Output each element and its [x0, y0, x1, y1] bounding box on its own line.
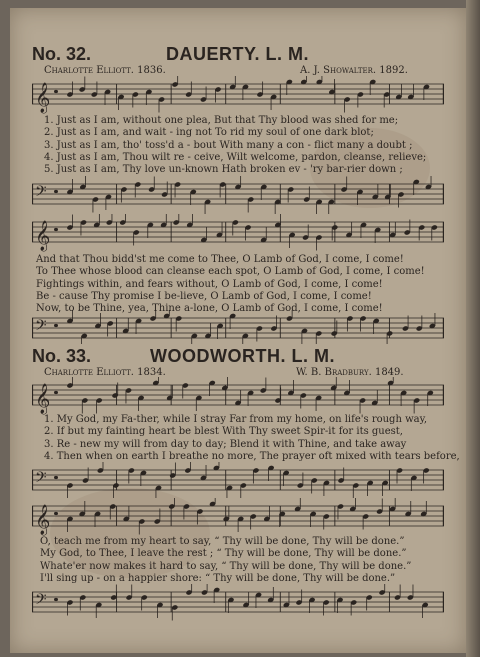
- verse-line: 3. Re - new my will from day to day; Blend it with Thine, and take away: [44, 438, 407, 450]
- music-staff-bass: [32, 176, 444, 214]
- hymn-tune-title: WOODWORTH. L. M.: [150, 346, 335, 366]
- verse-block: [44, 115, 426, 176]
- verse-line: 2. Just as I am, and wait - ing not To rid my soul of one dark blot;: [44, 127, 374, 139]
- treble-clef-icon: 𝄞: [35, 221, 51, 251]
- verse-line: Whate'er now makes it hard to say, “ Thy will be done, Thy will be done.”: [40, 560, 412, 572]
- music-staff-bass: [32, 462, 444, 498]
- flat-sign-icon: [54, 391, 58, 394]
- music-staff-treble: [32, 214, 444, 254]
- music-staff-treble: [32, 377, 444, 415]
- verse-line: Fightings within, and fears without, O Lamb of God, I come, I come!: [36, 278, 383, 290]
- verse-line: Now, to be Thine, yea, Thine a-lone, O Lamb of God, I come, I come!: [36, 303, 383, 315]
- verse-line: 1. Just as I am, without one plea, But that Thy blood was shed for me;: [44, 115, 399, 126]
- music-credit: A. J. Showalter. 1892.: [300, 65, 408, 76]
- flat-sign-icon: [54, 598, 58, 601]
- bass-clef-icon: 𝄢: [35, 469, 47, 490]
- verse-block: [40, 536, 411, 585]
- flat-sign-icon: [54, 228, 58, 231]
- book-spine-shadow: [466, 0, 480, 657]
- bass-clef-icon: 𝄢: [35, 317, 47, 338]
- hymn-tune-title: DAUERTY. L. M.: [166, 44, 310, 64]
- verse-line: And that Thou bidd'st me come to Thee, O Lamb of God, I come, I come!: [36, 254, 404, 265]
- flat-sign-icon: [54, 90, 58, 93]
- verse-line: I'll sing up - on a happier shore: “ Thy will be done, Thy will be done.”: [40, 572, 396, 584]
- words-credit: Charlotte Elliott. 1834.: [44, 367, 166, 378]
- music-staff-bass: [32, 310, 444, 344]
- flat-sign-icon: [54, 324, 58, 327]
- verse-line: 4. Then when on earth I breathe no more, The prayer oft mixed with tears before,: [44, 450, 460, 462]
- treble-clef-icon: 𝄞: [35, 384, 51, 414]
- music-credit: W. B. Bradbury. 1849.: [296, 367, 404, 378]
- flat-sign-icon: [54, 476, 58, 479]
- verse-line: Be - cause Thy promise I be-lieve, O Lamb of God, I come, I come!: [36, 290, 372, 302]
- verse-line: 1. My God, my Fa-ther, while I stray Far from my home, on life's rough way,: [44, 414, 428, 425]
- flat-sign-icon: [54, 190, 58, 193]
- verse-line: To Thee whose blood can cleanse each spot, O Lamb of God, I come, I come!: [36, 266, 425, 278]
- hymn-number: No. 33.: [32, 346, 92, 366]
- hymn-number: No. 32.: [32, 44, 92, 64]
- music-staff-treble: [32, 76, 444, 116]
- music-staff-bass: [32, 584, 444, 622]
- bass-clef-icon: 𝄢: [35, 591, 47, 612]
- verse-block: [44, 414, 460, 463]
- bass-clef-icon: 𝄢: [35, 183, 47, 204]
- verse-line: 3. Just as I am, tho' toss'd a - bout With many a con - flict many a doubt ;: [44, 139, 413, 151]
- verse-line: 5. Just as I am, Thy love un-known Hath broken ev - 'ry bar-rier down ;: [44, 164, 403, 176]
- treble-clef-icon: 𝄞: [35, 505, 51, 535]
- verse-line: O, teach me from my heart to say, “ Thy will be done, Thy will be done.”: [40, 536, 405, 547]
- flat-sign-icon: [54, 512, 58, 515]
- verse-block: [36, 254, 425, 315]
- hymnal-page: [10, 8, 466, 653]
- verse-line: 4. Just as I am, Thou wilt re - ceive, Wilt welcome, pardon, cleanse, relieve;: [44, 151, 427, 163]
- words-credit: Charlotte Elliott. 1836.: [44, 65, 166, 76]
- music-staff-treble: [32, 498, 444, 536]
- verse-line: 2. If but my fainting heart be blest With Thy sweet Spir-it for its guest,: [44, 426, 403, 438]
- treble-clef-icon: 𝄞: [35, 83, 51, 113]
- verse-line: My God, to Thee, I leave the rest ; “ Thy will be done, Thy will be done.”: [40, 548, 407, 560]
